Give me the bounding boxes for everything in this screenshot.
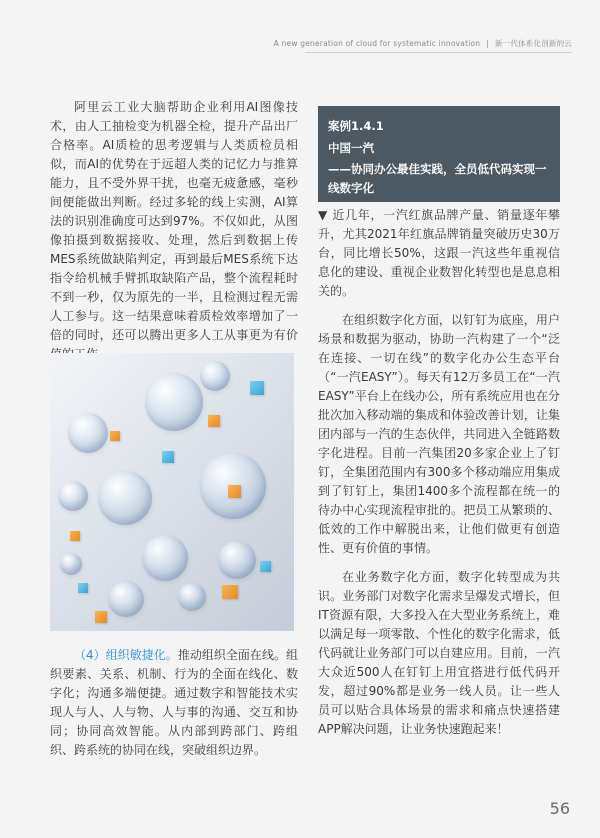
left-paragraph-1: 阿里云工业大脑帮助企业利用AI图像技术，由人工抽检变为机器全检，提升产品出厂合格率。AI质检的思考逻辑与人类质检员相似，而AI的优势在于远超人类的记忆力与推算能力，且不受外界干扰，也毫无疲惫感，毫秒间便能做出判断。经过多轮的线上实测，AI算法的识别准确度可达到97%。不仅如此，从图像拍摄到数据接收、处理，然后到数据上传MES系统做缺陷判定，再到最后MES系统下达指令给机械手臂抓取缺陷产品，整个流程耗时不到一秒，仅为原先的一半，且检测过程无需人工参与。这一结果意味着质检效率增加了一倍的同时，还可以腾出更多人工从事更为有价 (50, 100, 298, 342)
glass-sphere (142, 535, 188, 581)
orange-cube (110, 431, 120, 441)
header-rule (305, 52, 572, 53)
glass-sphere (58, 481, 88, 511)
header-chinese: 新一代体系化创新的云 (495, 39, 572, 48)
blue-cube (260, 561, 271, 572)
orange-cube (70, 531, 80, 541)
glass-sphere (178, 583, 206, 611)
right-paragraph-2: 在组织数字化方面，以钉钉为底座，用户场景和数据为驱动，协助一汽构建了一个“泛在连接、一切在线”的数字化办公生态平台（“一汽EASY”）。每天有12万多员工在“一汽EASY”平台上在线办公，所有系统应用也在分批次加入移动端的集成和体验改善计划，让集团内部与一汽的生态伙伴，共同进入全链路数字化进程。目前一汽集团20多家企业上了钉钉，全集团范围内有300多个移动端应用集成到了钉钉上，集团1400多个流程都在统一的待办中心实现流程审批的。把员工从繁琐的、低效的工作中解脱出来，让他们做更有创造性、更有价值的事情。 (318, 313, 560, 555)
section-heading-org-agility: （4）组织敏捷化。 (74, 648, 178, 662)
orange-cube (222, 585, 238, 599)
glass-sphere (218, 541, 256, 579)
left-column-bottom (50, 646, 298, 760)
header-english: A new generation of cloud for systematic innovation (273, 39, 481, 48)
right-column (318, 206, 560, 739)
glass-sphere (98, 471, 152, 525)
running-header (274, 38, 572, 49)
header-separator: | (486, 39, 489, 48)
orange-cube (95, 611, 107, 623)
left-paragraph-2-text: 推动组织全面在线。组织要素、关系、机制、行为的全面在线化、数字化；沟通多端便捷。通过数字和智能技术实现人与人、人与物、人与事的沟通、交互和协同；协同高效智能。从内部到跨部门、跨组织、跨系统的协同在线，突破组织边界。 (50, 648, 298, 757)
left-paragraph-2 (50, 646, 298, 760)
orange-cube (208, 415, 220, 427)
glass-sphere (108, 581, 144, 617)
right-paragraph-1: ▼ 近几年，一汽红旗品牌产量、销量逐年攀升，尤其2021年红旗品牌销量突破历史30万台，同比增长50%，这跟一汽这些年重视信息化的建设、重视企业数智化转型也是息息相关的。 (318, 208, 560, 298)
page-number: 56 (549, 799, 570, 818)
case-subtitle: ——协同办公最佳实践，全员低代码实现一线数字化 (328, 162, 547, 195)
glass-sphere (68, 413, 108, 453)
case-company: 中国一汽 (328, 141, 374, 155)
case-study-box (318, 106, 560, 202)
blue-cube (250, 381, 264, 395)
glass-sphere (145, 373, 203, 431)
blue-cube (162, 451, 174, 463)
case-label: 案例1.4.1 (328, 119, 384, 133)
orange-cube (228, 485, 241, 498)
left-column-top (50, 98, 298, 364)
glass-sphere (60, 553, 82, 575)
glass-sphere (200, 361, 230, 391)
decorative-photo (50, 353, 294, 631)
right-paragraph-3: 在业务数字化方面，数字化转型成为共识。业务部门对数字化需求呈爆发式增长，但IT资源有限，大多投入在大型业务系统上，难以满足每一项零散、个性化的数字化需求，低代码就让业务部门可以自建应用。目前，一汽大众近500人在钉钉上用宜搭进行低代码开发，超过90%都是业务一线人员。让一些人员可以贴合具体场景的需求和痛点快速搭建APP解决问题，让业务快速跑起来！ (318, 570, 560, 736)
blue-cube (78, 583, 88, 593)
